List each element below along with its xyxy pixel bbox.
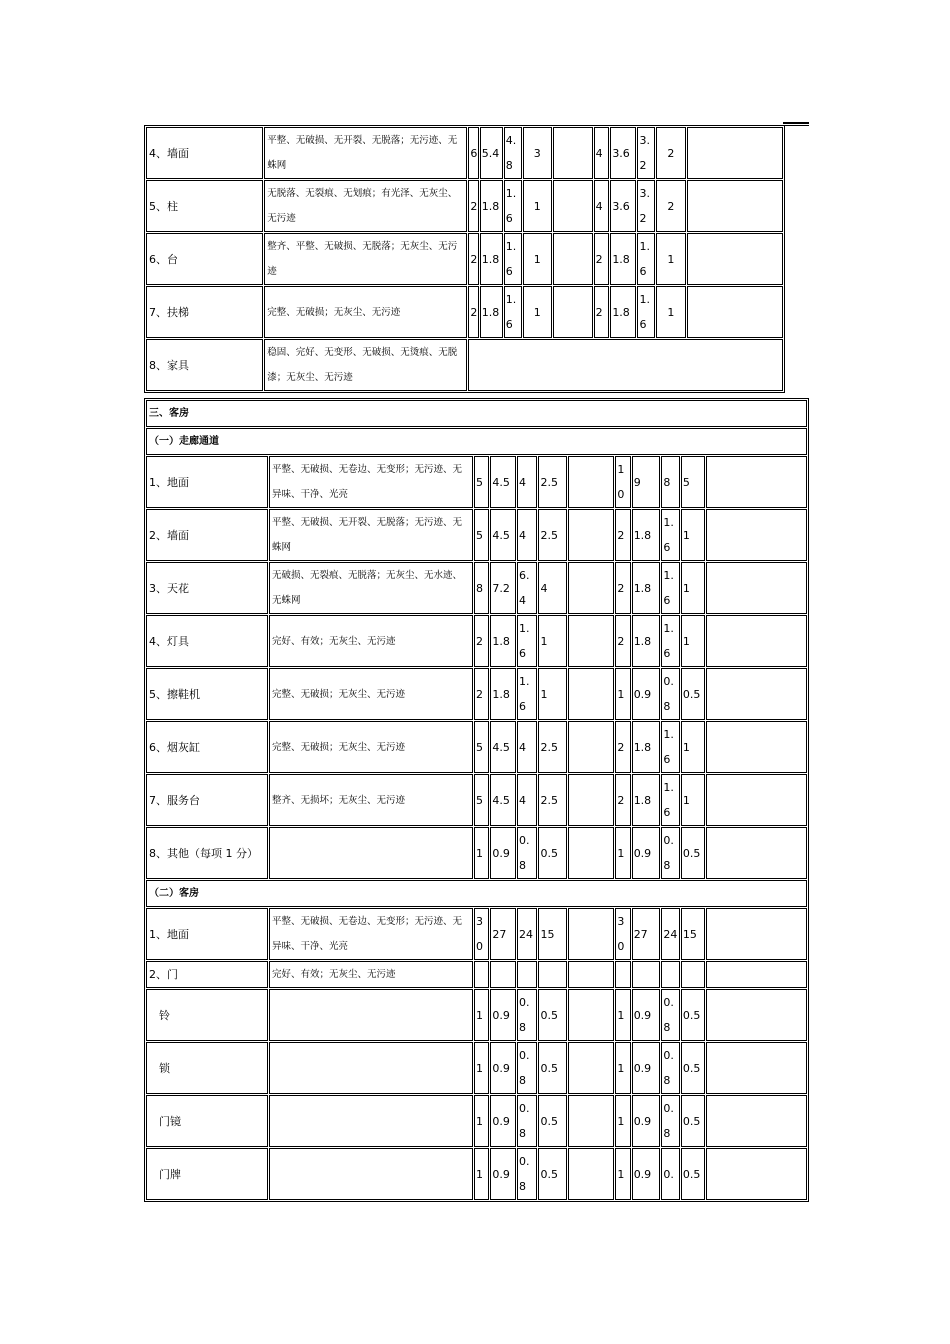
score-cell (687, 286, 783, 338)
table-row (146, 668, 807, 720)
score-cell: 2.5 (538, 774, 567, 826)
score-cell: 4.5 (490, 721, 516, 773)
desc-cell (269, 827, 473, 879)
score-cell (568, 908, 614, 960)
score-cell: 1 (681, 509, 706, 561)
score-cell (706, 1095, 807, 1147)
score-cell: 0. (661, 1148, 679, 1200)
item-cell: 3、天花 (146, 562, 268, 614)
desc-cell: 稳固、完好、无变形、无破损、无烫痕、无脱漆；无灰尘、无污迹 (264, 339, 467, 391)
score-cell: 1 (615, 989, 630, 1041)
score-cell: 4 (594, 127, 610, 179)
table-part-a (144, 125, 785, 393)
score-cell: 1.6 (504, 286, 522, 338)
item-cell: 1、地面 (146, 456, 268, 508)
score-cell: 2 (594, 233, 610, 285)
score-cell: 0.9 (632, 989, 661, 1041)
score-cell: 0.5 (681, 827, 706, 879)
score-cell: 3.6 (610, 180, 636, 232)
desc-cell (269, 989, 473, 1041)
score-cell: 10 (615, 456, 630, 508)
score-cell (553, 286, 593, 338)
score-cell (706, 668, 807, 720)
score-cell (568, 562, 614, 614)
score-cell (553, 127, 593, 179)
score-cell (568, 774, 614, 826)
score-cell (568, 509, 614, 561)
item-cell: 4、墙面 (146, 127, 263, 179)
score-cell: 4 (517, 456, 538, 508)
desc-cell: 平整、无破损、无开裂、无脱落；无污迹、无蛛网 (264, 127, 467, 179)
score-cell: 4 (517, 721, 538, 773)
score-cell: 1.8 (632, 509, 661, 561)
score-cell: 0.9 (632, 1042, 661, 1094)
section-header-row (146, 400, 807, 427)
score-cell: 24 (661, 908, 679, 960)
score-cell: 2.5 (538, 456, 567, 508)
score-cell: 1.6 (517, 668, 538, 720)
score-cell: 2 (615, 721, 630, 773)
score-cell: 0.5 (538, 1095, 567, 1147)
score-cell: 30 (615, 908, 630, 960)
score-cell: 1 (523, 233, 552, 285)
score-cell: 24 (517, 908, 538, 960)
score-cell: 5 (474, 456, 489, 508)
score-cell: 6.4 (517, 562, 538, 614)
score-cell: 1.8 (632, 562, 661, 614)
score-cell: 9 (632, 456, 661, 508)
item-cell: 2、墙面 (146, 509, 268, 561)
top-rule (783, 122, 809, 124)
score-cell: 0.9 (490, 1095, 516, 1147)
score-cell: 0.5 (681, 989, 706, 1041)
score-cell: 2 (615, 615, 630, 667)
score-cell: 1.8 (490, 668, 516, 720)
desc-cell (269, 1095, 473, 1147)
table-section-3 (144, 398, 809, 1202)
score-cell: 2 (615, 562, 630, 614)
desc-cell: 完好、有效；无灰尘、无污迹 (269, 961, 473, 988)
desc-cell: 整齐、平整、无破损、无脱落；无灰尘、无污迹 (264, 233, 467, 285)
score-cell: 1.6 (504, 180, 522, 232)
score-cell: 0.5 (681, 1148, 706, 1200)
score-cell (706, 615, 807, 667)
score-cell: 1.6 (661, 721, 679, 773)
score-cell: 27 (632, 908, 661, 960)
score-cell: 2 (656, 127, 685, 179)
item-cell: 锁 (146, 1042, 268, 1094)
score-cell (568, 1095, 614, 1147)
score-cell (553, 180, 593, 232)
score-cell: 0.9 (490, 827, 516, 879)
score-cell (706, 827, 807, 879)
table-row (146, 721, 807, 773)
subsection-title-corridor: （一）走廊通道 (146, 428, 807, 455)
score-cell (568, 989, 614, 1041)
table-row (146, 615, 807, 667)
score-cell: 5 (681, 456, 706, 508)
score-cell: 1.8 (610, 286, 636, 338)
score-cell: 15 (681, 908, 706, 960)
item-cell: 2、门 (146, 961, 268, 988)
score-cell: 0.5 (538, 1148, 567, 1200)
score-cell: 1 (615, 1095, 630, 1147)
score-cell: 1 (523, 286, 552, 338)
score-cell: 2 (468, 180, 478, 232)
score-cell (687, 180, 783, 232)
score-cell: 1.8 (632, 615, 661, 667)
score-cell (706, 721, 807, 773)
score-cell: 1 (538, 668, 567, 720)
score-cell (706, 989, 807, 1041)
score-cell: 8 (661, 456, 679, 508)
score-cell: 2 (594, 286, 610, 338)
subsection-header-row (146, 880, 807, 907)
table-row (146, 1042, 807, 1094)
score-cell: 1.6 (637, 286, 655, 338)
score-cell: 1 (615, 1042, 630, 1094)
score-cell: 15 (538, 908, 567, 960)
score-cell: 2 (656, 180, 685, 232)
score-cell: 0.5 (681, 668, 706, 720)
score-cell (706, 1042, 807, 1094)
score-cell: 1.6 (661, 562, 679, 614)
score-cell: 1.6 (504, 233, 522, 285)
score-cell: 6 (468, 127, 478, 179)
score-cell: 0.5 (538, 1042, 567, 1094)
score-cell: 0.9 (632, 668, 661, 720)
table-row (146, 127, 783, 179)
item-cell: 门牌 (146, 1148, 268, 1200)
score-cell (706, 1148, 807, 1200)
item-cell: 7、扶梯 (146, 286, 263, 338)
score-cell (568, 827, 614, 879)
score-cell: 0.8 (661, 827, 679, 879)
item-cell: 5、擦鞋机 (146, 668, 268, 720)
score-cell: 0.5 (538, 989, 567, 1041)
score-cell: 1.6 (661, 615, 679, 667)
section-title: 三、客房 (146, 400, 807, 427)
score-cell: 0.5 (538, 827, 567, 879)
score-cell: 0.9 (490, 989, 516, 1041)
score-cell: 3.6 (610, 127, 636, 179)
item-cell: 8、家具 (146, 339, 263, 391)
score-cell: 1 (615, 668, 630, 720)
top-rule-2 (783, 125, 809, 126)
score-cell: 5 (474, 509, 489, 561)
score-cell (706, 908, 807, 960)
desc-cell: 平整、无破损、无卷边、无变形；无污迹、无异味、干净、光亮 (269, 456, 473, 508)
score-cell (706, 456, 807, 508)
score-cell (706, 509, 807, 561)
item-cell: 铃 (146, 989, 268, 1041)
score-cell: 1.6 (661, 509, 679, 561)
score-cell: 2 (615, 509, 630, 561)
score-cell: 1 (615, 827, 630, 879)
score-cell (681, 961, 706, 988)
score-cell: 1.6 (637, 233, 655, 285)
score-cell: 2 (474, 615, 489, 667)
table-row (146, 774, 807, 826)
score-cell: 1 (474, 1148, 489, 1200)
score-cell (615, 961, 630, 988)
table-row (146, 908, 807, 960)
score-cell: 0.8 (661, 668, 679, 720)
score-cell: 7.2 (490, 562, 516, 614)
score-cell (687, 233, 783, 285)
score-cell (568, 456, 614, 508)
desc-cell: 完好、有效；无灰尘、无污迹 (269, 615, 473, 667)
score-cell: 1 (615, 1148, 630, 1200)
score-cell: 1.8 (610, 233, 636, 285)
score-cell: 4 (517, 509, 538, 561)
score-cell (706, 562, 807, 614)
desc-cell (269, 1042, 473, 1094)
score-cell: 1.8 (480, 233, 503, 285)
desc-cell: 无破损、无裂痕、无脱落；无灰尘、无水迹、无蛛网 (269, 562, 473, 614)
score-cell: 2 (468, 286, 478, 338)
score-cell (706, 961, 807, 988)
score-cell: 4.5 (490, 774, 516, 826)
desc-cell: 完整、无破损；无灰尘、无污迹 (269, 668, 473, 720)
score-cell: 4.8 (504, 127, 522, 179)
score-cell: 0.8 (517, 827, 538, 879)
score-cell (632, 961, 661, 988)
score-cell (517, 961, 538, 988)
score-cell: 0.9 (632, 1148, 661, 1200)
score-cell: 0.5 (681, 1095, 706, 1147)
empty-merged-cell (468, 339, 783, 391)
desc-cell: 完整、无破损；无灰尘、无污迹 (264, 286, 467, 338)
score-cell: 2.5 (538, 721, 567, 773)
score-cell: 1 (681, 721, 706, 773)
score-cell (568, 668, 614, 720)
table-row (146, 961, 807, 988)
score-cell: 1 (656, 233, 685, 285)
score-cell (661, 961, 679, 988)
score-cell: 4 (517, 774, 538, 826)
score-cell: 2 (474, 668, 489, 720)
score-cell (538, 961, 567, 988)
score-cell: 4 (594, 180, 610, 232)
score-cell: 1 (474, 1095, 489, 1147)
score-cell: 30 (474, 908, 489, 960)
score-cell (568, 961, 614, 988)
desc-cell (269, 1148, 473, 1200)
desc-cell: 无脱落、无裂痕、无划痕；有光泽、无灰尘、无污迹 (264, 180, 467, 232)
score-cell: 1.8 (480, 180, 503, 232)
table-row (146, 562, 807, 614)
score-cell: 3.2 (637, 127, 655, 179)
table-row (146, 286, 783, 338)
score-cell: 1.8 (632, 721, 661, 773)
desc-cell: 完整、无破损；无灰尘、无污迹 (269, 721, 473, 773)
score-cell: 1.6 (661, 774, 679, 826)
score-cell: 0.8 (517, 989, 538, 1041)
table-row (146, 233, 783, 285)
score-cell: 0.8 (661, 989, 679, 1041)
score-cell (706, 774, 807, 826)
score-cell: 0.8 (517, 1042, 538, 1094)
score-cell (568, 721, 614, 773)
score-cell (490, 961, 516, 988)
score-cell: 1 (681, 615, 706, 667)
score-cell: 1 (474, 827, 489, 879)
score-cell (687, 127, 783, 179)
score-cell: 0.8 (517, 1095, 538, 1147)
score-cell: 4.5 (490, 509, 516, 561)
score-cell: 1.8 (490, 615, 516, 667)
score-cell: 0.9 (490, 1042, 516, 1094)
score-cell: 1 (681, 562, 706, 614)
score-cell: 1.8 (632, 774, 661, 826)
score-cell: 1 (474, 989, 489, 1041)
item-cell: 7、服务台 (146, 774, 268, 826)
item-cell: 4、灯具 (146, 615, 268, 667)
item-cell: 5、柱 (146, 180, 263, 232)
table-row (146, 509, 807, 561)
score-cell: 2 (468, 233, 478, 285)
table-row (146, 1095, 807, 1147)
score-cell: 0.5 (681, 1042, 706, 1094)
desc-cell: 平整、无破损、无卷边、无变形；无污迹、无异味、干净、光亮 (269, 908, 473, 960)
table-row (146, 1148, 807, 1200)
score-cell: 0.9 (490, 1148, 516, 1200)
item-cell: 6、台 (146, 233, 263, 285)
table-row (146, 989, 807, 1041)
score-cell: 1 (474, 1042, 489, 1094)
desc-cell: 整齐、无损坏；无灰尘、无污迹 (269, 774, 473, 826)
score-cell: 0.8 (661, 1042, 679, 1094)
score-cell: 2.5 (538, 509, 567, 561)
table-row (146, 180, 783, 232)
subsection-header-row (146, 428, 807, 455)
score-cell: 5 (474, 774, 489, 826)
score-cell: 1 (523, 180, 552, 232)
score-cell: 27 (490, 908, 516, 960)
score-cell: 4 (538, 562, 567, 614)
score-cell (568, 1042, 614, 1094)
score-cell: 1.8 (480, 286, 503, 338)
score-cell: 0.9 (632, 827, 661, 879)
score-cell (568, 1148, 614, 1200)
score-cell: 1.6 (517, 615, 538, 667)
score-cell: 5.4 (480, 127, 503, 179)
score-cell: 2 (615, 774, 630, 826)
score-cell: 0.9 (632, 1095, 661, 1147)
score-cell: 0.8 (517, 1148, 538, 1200)
score-cell: 1 (681, 774, 706, 826)
item-cell: 1、地面 (146, 908, 268, 960)
score-cell: 1 (538, 615, 567, 667)
score-cell: 8 (474, 562, 489, 614)
item-cell: 8、其他（每项 1 分） (146, 827, 268, 879)
subsection-title-room: （二）客房 (146, 880, 807, 907)
table-row (146, 339, 783, 391)
item-cell: 6、烟灰缸 (146, 721, 268, 773)
score-cell: 5 (474, 721, 489, 773)
score-cell (568, 615, 614, 667)
score-cell: 3 (523, 127, 552, 179)
score-cell (553, 233, 593, 285)
table-row (146, 827, 807, 879)
score-cell: 4.5 (490, 456, 516, 508)
score-cell: 0.8 (661, 1095, 679, 1147)
score-cell: 3.2 (637, 180, 655, 232)
item-cell: 门镜 (146, 1095, 268, 1147)
score-cell: 1 (656, 286, 685, 338)
desc-cell: 平整、无破损、无开裂、无脱落；无污迹、无蛛网 (269, 509, 473, 561)
score-cell (474, 961, 489, 988)
table-row (146, 456, 807, 508)
